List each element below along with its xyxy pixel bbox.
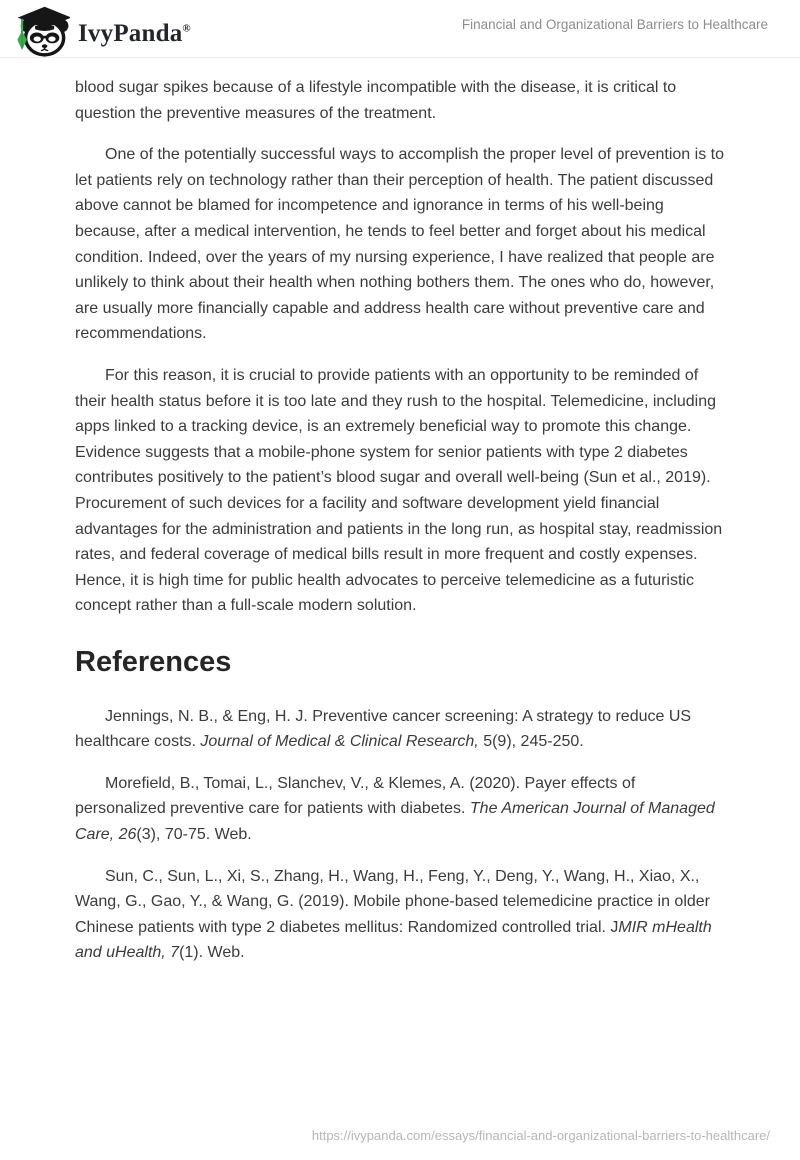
registered-mark: ® <box>182 22 191 35</box>
reference-journal-italic: Journal of Medical & Clinical Research, <box>200 733 479 751</box>
reference-text: (3), 70-75. Web. <box>136 826 252 844</box>
essay-paragraphs <box>75 75 725 619</box>
essay-paragraph: One of the potentially successful ways to accomplish the proper level of prevention is to let patients rely on technology rather than their perception of health. The patient discussed above cannot be blamed for incompetence and ignorance in terms of his well-being because, after a medical intervention, he tends to feel better and forget about his medical condition. Indeed, over the years of my nursing experience, I have realized that people are unlikely to think about their health when nothing bothers them. The ones who do, however, are usually more financially capable and address health care without preventive care and recommendations. <box>75 146 724 343</box>
references-list <box>75 704 725 966</box>
essay-content <box>0 58 800 966</box>
page-header <box>0 0 800 58</box>
reference-text: 5(9), 245-250. <box>478 733 584 751</box>
reference-entry <box>75 704 725 755</box>
reference-journal-italic: MIR mHealth and uHealth, 7 <box>75 918 712 962</box>
reference-text: Jennings, N. B., & Eng, H. J. Preventive cancer screening: A strategy to reduce US healthcare costs. <box>75 707 692 751</box>
reference-entry <box>75 771 725 848</box>
brand <box>14 5 191 57</box>
reference-entry <box>75 864 725 966</box>
reference-text: Sun, C., Sun, L., Xi, S., Zhang, H., Wang, H., Feng, Y., Deng, Y., Wang, H., Xiao, X., Wang, G., Gao, Y., & Wang, G. (2019). Mobile phone-based telemedicine practice in older Chinese patients with type 2 diabetes mellitus: Randomized controlled trial. J <box>75 867 711 936</box>
brand-name: IvyPanda® <box>78 20 191 47</box>
ivypanda-logo-icon <box>14 5 70 57</box>
essay-paragraph: For this reason, it is crucial to provide patients with an opportunity to be reminded of their health status before it is too late and they rush to the hospital. Telemedicine, including apps linked to a tracking device, is an extremely beneficial way to promote this change. Evidence suggests that a mobile-phone system for senior patients with type 2 diabetes contributes positively to the patient’s blood sugar and overall well-being (Sun et al., 2019). Procurement of such devices for a facility and software development yield financial advantages for the administration and patients in the long run, as hospital stay, readmission rates, and federal coverage of medical bills result in more frequent and costly expenses. Hence, it is high time for public health advocates to perceive telemedicine as a futuristic concept rather than a full-scale modern solution. <box>75 366 723 615</box>
reference-text: Morefield, B., Tomai, L., Slanchev, V., & Klemes, A. (2020). Payer effects of personalized preventive care for patients with diabetes. <box>75 774 636 818</box>
reference-text: (1). Web. <box>179 944 245 962</box>
footer-source-url: https://ivypanda.com/essays/financial-and-organizational-barriers-to-healthcare/ <box>311 1128 770 1143</box>
reference-journal-italic: The American Journal of Managed Care, 26 <box>75 800 715 844</box>
document-title: Financial and Organizational Barriers to Healthcare <box>461 17 768 32</box>
essay-paragraph: blood sugar spikes because of a lifestyle incompatible with the disease, it is critical to question the preventive measures of the treatment. <box>75 79 677 122</box>
references-heading: References <box>75 645 232 678</box>
